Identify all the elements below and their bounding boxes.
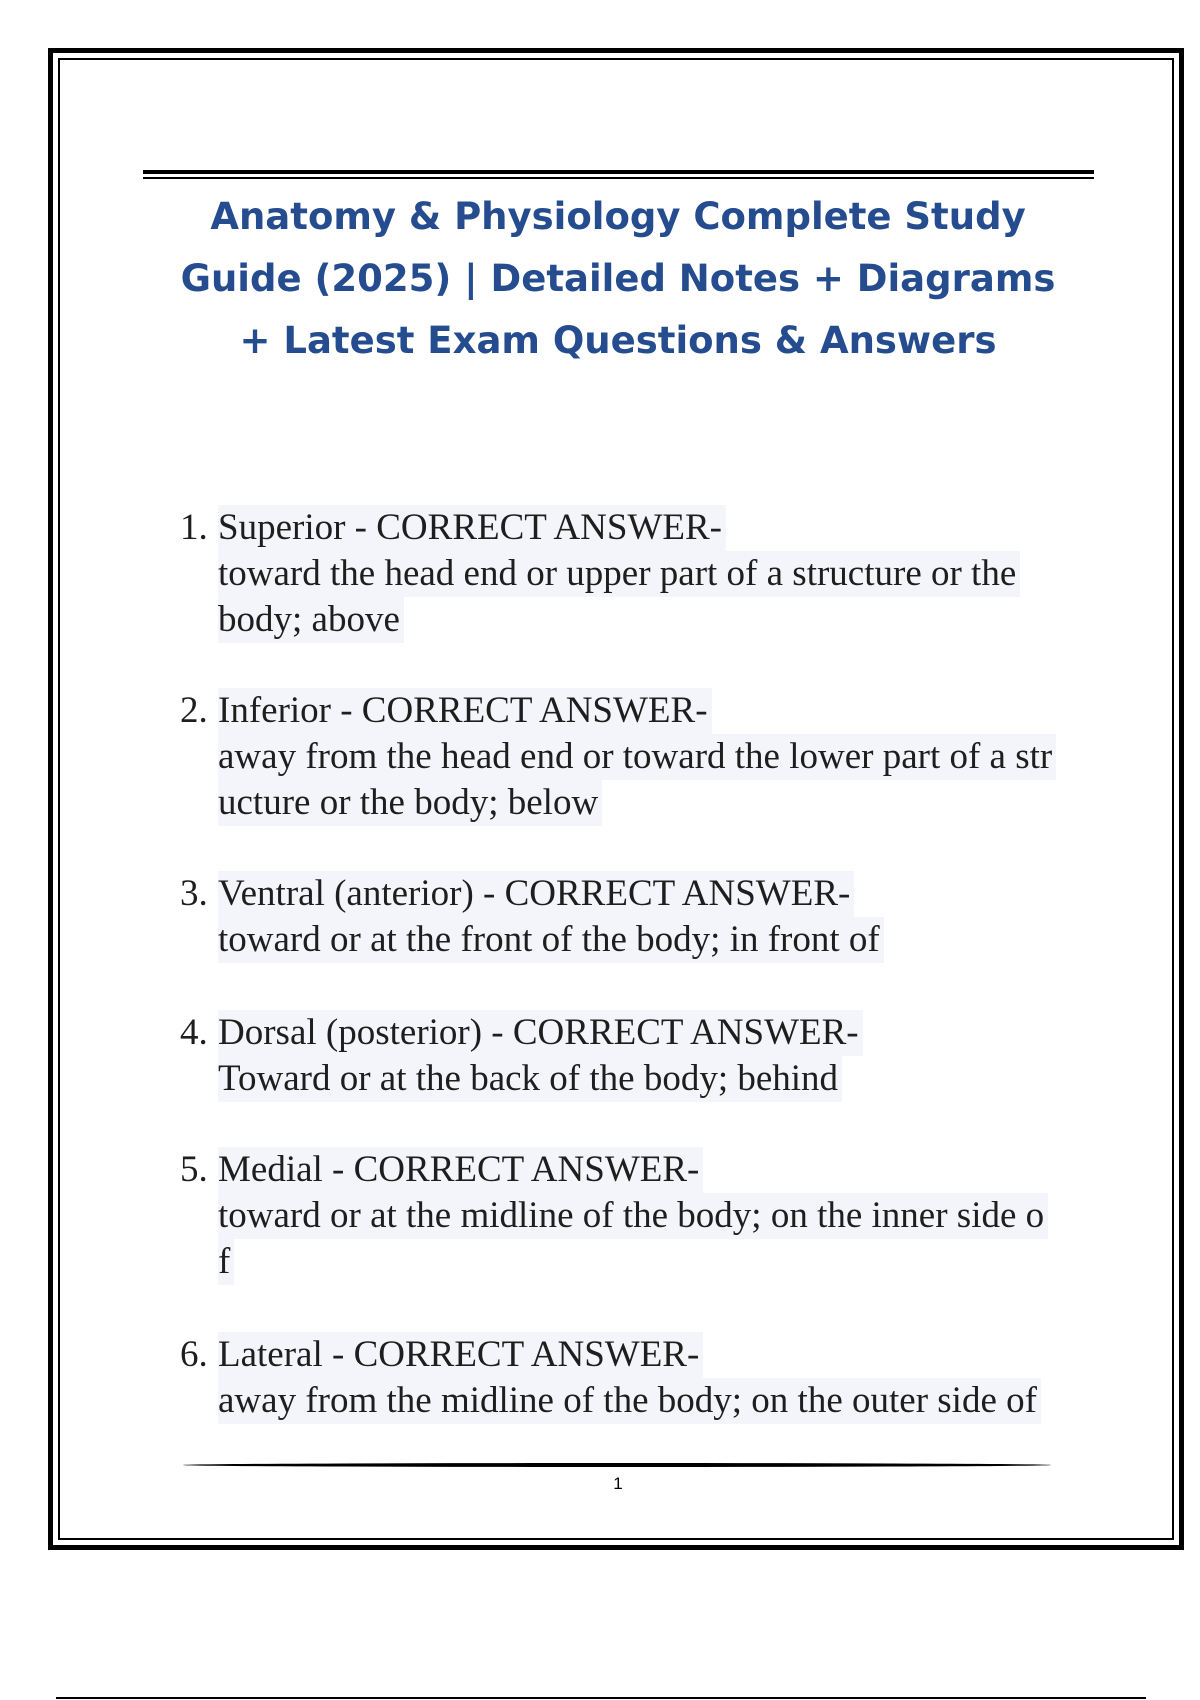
qa-item-definition-line: away from the head end or toward the lower part of a str bbox=[218, 734, 1056, 780]
qa-item-term: Lateral - CORRECT ANSWER- bbox=[218, 1332, 703, 1378]
qa-item-definition-line: f bbox=[218, 1239, 234, 1285]
qa-item-definition-line: Toward or at the back of the body; behind bbox=[218, 1056, 842, 1102]
qa-item-definition-line: body; above bbox=[218, 597, 404, 643]
qa-item-term: Ventral (anterior) - CORRECT ANSWER- bbox=[218, 871, 854, 917]
page-number: 1 bbox=[613, 1474, 623, 1493]
bottom-rule bbox=[56, 1697, 1146, 1699]
footer-rule bbox=[183, 1463, 1051, 1467]
qa-item-definition-line: toward or at the front of the body; in front of bbox=[218, 917, 884, 963]
title-line: Guide (2025) | Detailed Notes + Diagrams bbox=[180, 257, 1056, 300]
qa-item-definition-line: away from the midline of the body; on the outer side of bbox=[218, 1378, 1041, 1424]
qa-item-number: 2. bbox=[180, 690, 208, 731]
qa-item-number: 1. bbox=[180, 507, 208, 548]
qa-item-number: 6. bbox=[180, 1334, 208, 1375]
qa-item-term: Inferior - CORRECT ANSWER- bbox=[218, 688, 712, 734]
qa-item-definition-line: toward or at the midline of the body; on the inner side o bbox=[218, 1193, 1048, 1239]
qa-item-definition-line: toward the head end or upper part of a structure or the bbox=[218, 551, 1020, 597]
qa-item-number: 3. bbox=[180, 873, 208, 914]
qa-item-definition-line: ucture or the body; below bbox=[218, 780, 602, 826]
qa-item-term: Superior - CORRECT ANSWER- bbox=[218, 505, 726, 551]
qa-item-term: Dorsal (posterior) - CORRECT ANSWER- bbox=[218, 1010, 863, 1056]
title-line: + Latest Exam Questions & Answers bbox=[239, 319, 997, 362]
qa-item-number: 5. bbox=[180, 1149, 208, 1190]
qa-item-term: Medial - CORRECT ANSWER- bbox=[218, 1147, 703, 1193]
qa-item-number: 4. bbox=[180, 1012, 208, 1053]
title-line: Anatomy & Physiology Complete Study bbox=[210, 195, 1026, 238]
